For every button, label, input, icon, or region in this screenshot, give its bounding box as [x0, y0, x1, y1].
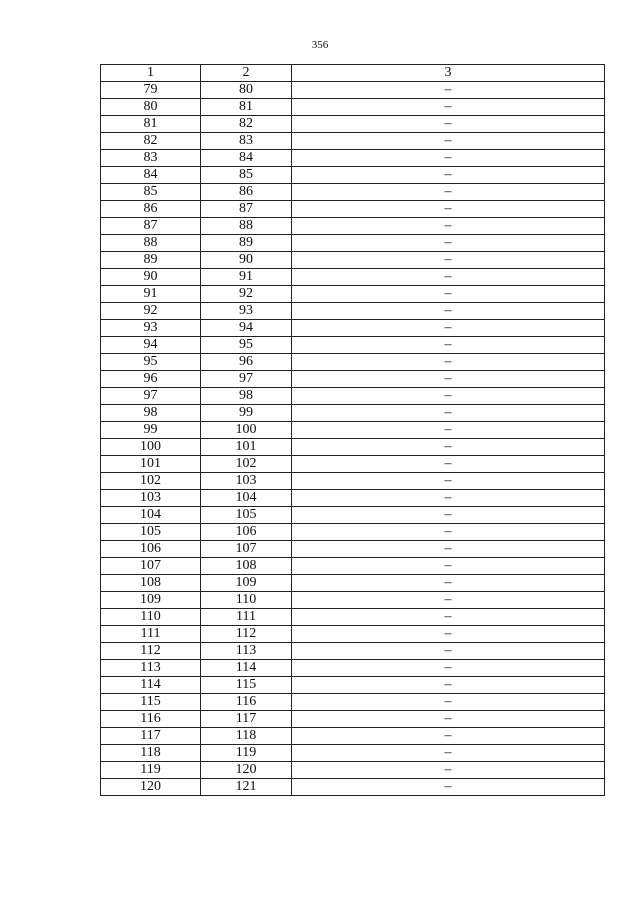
table-cell-col-2: 94 — [201, 320, 292, 337]
table-row — [101, 269, 605, 286]
table-row — [101, 167, 605, 184]
table-cell-col-1: 120 — [101, 779, 201, 796]
table-cell-col-3: – — [292, 728, 605, 745]
table-body — [101, 82, 605, 796]
table-cell-col-2: 108 — [201, 558, 292, 575]
table-cell-col-1: 109 — [101, 592, 201, 609]
table-cell-col-3: – — [292, 779, 605, 796]
table-cell-col-1: 80 — [101, 99, 201, 116]
table-cell-col-2: 104 — [201, 490, 292, 507]
table-row — [101, 201, 605, 218]
table-cell-col-2: 105 — [201, 507, 292, 524]
table-cell-col-3: – — [292, 82, 605, 99]
table-cell-col-1: 91 — [101, 286, 201, 303]
table-cell-col-2: 83 — [201, 133, 292, 150]
table-cell-col-3: – — [292, 558, 605, 575]
table-cell-col-1: 79 — [101, 82, 201, 99]
table-cell-col-1: 114 — [101, 677, 201, 694]
table-cell-col-3: – — [292, 388, 605, 405]
table-cell-col-1: 101 — [101, 456, 201, 473]
table-cell-col-2: 117 — [201, 711, 292, 728]
table-cell-col-2: 112 — [201, 626, 292, 643]
table-cell-col-2: 86 — [201, 184, 292, 201]
table-row — [101, 541, 605, 558]
table-cell-col-2: 95 — [201, 337, 292, 354]
table-cell-col-1: 100 — [101, 439, 201, 456]
table-cell-col-3: – — [292, 626, 605, 643]
column-header-2: 2 — [201, 65, 292, 82]
table-row — [101, 677, 605, 694]
table-cell-col-2: 93 — [201, 303, 292, 320]
data-table — [100, 64, 605, 796]
table-row — [101, 133, 605, 150]
table-cell-col-2: 115 — [201, 677, 292, 694]
table-cell-col-3: – — [292, 694, 605, 711]
table-cell-col-2: 85 — [201, 167, 292, 184]
table-row — [101, 371, 605, 388]
table-cell-col-2: 89 — [201, 235, 292, 252]
table-cell-col-3: – — [292, 184, 605, 201]
table-cell-col-3: – — [292, 235, 605, 252]
table-cell-col-3: – — [292, 490, 605, 507]
table-cell-col-1: 104 — [101, 507, 201, 524]
table-cell-col-1: 111 — [101, 626, 201, 643]
table-header-row — [101, 65, 605, 82]
table-cell-col-2: 102 — [201, 456, 292, 473]
table-row — [101, 456, 605, 473]
table-cell-col-2: 92 — [201, 286, 292, 303]
table-row — [101, 354, 605, 371]
table-cell-col-3: – — [292, 711, 605, 728]
table-cell-col-1: 81 — [101, 116, 201, 133]
table-cell-col-3: – — [292, 99, 605, 116]
table-cell-col-3: – — [292, 286, 605, 303]
table-row — [101, 405, 605, 422]
table-cell-col-1: 110 — [101, 609, 201, 626]
table-row — [101, 235, 605, 252]
table-cell-col-1: 94 — [101, 337, 201, 354]
table-cell-col-1: 112 — [101, 643, 201, 660]
table-cell-col-3: – — [292, 218, 605, 235]
table-cell-col-1: 99 — [101, 422, 201, 439]
table-row — [101, 99, 605, 116]
table-row — [101, 388, 605, 405]
table-cell-col-1: 98 — [101, 405, 201, 422]
table-cell-col-2: 111 — [201, 609, 292, 626]
table-cell-col-3: – — [292, 745, 605, 762]
table-cell-col-2: 82 — [201, 116, 292, 133]
table-cell-col-3: – — [292, 507, 605, 524]
table-cell-col-1: 93 — [101, 320, 201, 337]
table-row — [101, 762, 605, 779]
table-row — [101, 303, 605, 320]
table-cell-col-3: – — [292, 592, 605, 609]
table-row — [101, 490, 605, 507]
table-cell-col-1: 96 — [101, 371, 201, 388]
table-cell-col-2: 97 — [201, 371, 292, 388]
table-cell-col-1: 83 — [101, 150, 201, 167]
table-cell-col-3: – — [292, 660, 605, 677]
table-row — [101, 473, 605, 490]
table-cell-col-3: – — [292, 677, 605, 694]
table-cell-col-3: – — [292, 167, 605, 184]
table-row — [101, 252, 605, 269]
table-cell-col-1: 82 — [101, 133, 201, 150]
table-cell-col-2: 110 — [201, 592, 292, 609]
table-cell-col-3: – — [292, 201, 605, 218]
table-cell-col-3: – — [292, 303, 605, 320]
table-cell-col-3: – — [292, 473, 605, 490]
table-cell-col-2: 96 — [201, 354, 292, 371]
table-cell-col-1: 102 — [101, 473, 201, 490]
table-cell-col-1: 106 — [101, 541, 201, 558]
table-cell-col-3: – — [292, 643, 605, 660]
table-row — [101, 626, 605, 643]
table-cell-col-2: 84 — [201, 150, 292, 167]
table-row — [101, 711, 605, 728]
table-cell-col-3: – — [292, 609, 605, 626]
table-cell-col-3: – — [292, 422, 605, 439]
table-cell-col-1: 95 — [101, 354, 201, 371]
table-cell-col-1: 103 — [101, 490, 201, 507]
table-cell-col-1: 84 — [101, 167, 201, 184]
table-row — [101, 575, 605, 592]
table-cell-col-3: – — [292, 337, 605, 354]
table-row — [101, 82, 605, 99]
table-cell-col-3: – — [292, 371, 605, 388]
table-cell-col-2: 88 — [201, 218, 292, 235]
table-cell-col-1: 118 — [101, 745, 201, 762]
table-cell-col-3: – — [292, 269, 605, 286]
table-cell-col-2: 90 — [201, 252, 292, 269]
table-cell-col-2: 91 — [201, 269, 292, 286]
table-cell-col-1: 108 — [101, 575, 201, 592]
table-cell-col-2: 99 — [201, 405, 292, 422]
table-row — [101, 643, 605, 660]
table-cell-col-1: 86 — [101, 201, 201, 218]
table-cell-col-1: 113 — [101, 660, 201, 677]
table-row — [101, 779, 605, 796]
table-cell-col-3: – — [292, 116, 605, 133]
table-cell-col-1: 107 — [101, 558, 201, 575]
table-row — [101, 745, 605, 762]
table-row — [101, 116, 605, 133]
table-cell-col-3: – — [292, 405, 605, 422]
table-cell-col-2: 120 — [201, 762, 292, 779]
table-cell-col-2: 116 — [201, 694, 292, 711]
table-cell-col-2: 101 — [201, 439, 292, 456]
table-cell-col-3: – — [292, 541, 605, 558]
table-cell-col-2: 87 — [201, 201, 292, 218]
table-cell-col-2: 118 — [201, 728, 292, 745]
table-row — [101, 694, 605, 711]
table-cell-col-1: 90 — [101, 269, 201, 286]
page-number: 356 — [311, 39, 329, 51]
table-cell-col-3: – — [292, 456, 605, 473]
table-row — [101, 286, 605, 303]
table-row — [101, 507, 605, 524]
table-cell-col-1: 97 — [101, 388, 201, 405]
table-row — [101, 422, 605, 439]
table-row — [101, 592, 605, 609]
table-cell-col-2: 81 — [201, 99, 292, 116]
table-cell-col-3: – — [292, 762, 605, 779]
table-cell-col-1: 105 — [101, 524, 201, 541]
table-cell-col-2: 119 — [201, 745, 292, 762]
table-row — [101, 320, 605, 337]
table-cell-col-3: – — [292, 252, 605, 269]
table-row — [101, 184, 605, 201]
table-cell-col-3: – — [292, 524, 605, 541]
table-row — [101, 558, 605, 575]
table-row — [101, 660, 605, 677]
table-cell-col-3: – — [292, 575, 605, 592]
table-row — [101, 218, 605, 235]
column-header-1: 1 — [101, 65, 201, 82]
table-cell-col-3: – — [292, 150, 605, 167]
table-row — [101, 150, 605, 167]
table-cell-col-3: – — [292, 320, 605, 337]
table-cell-col-3: – — [292, 354, 605, 371]
table-cell-col-2: 100 — [201, 422, 292, 439]
table-cell-col-1: 119 — [101, 762, 201, 779]
table-row — [101, 524, 605, 541]
table-cell-col-2: 121 — [201, 779, 292, 796]
table-cell-col-2: 114 — [201, 660, 292, 677]
table-cell-col-1: 87 — [101, 218, 201, 235]
table-cell-col-1: 116 — [101, 711, 201, 728]
table-cell-col-2: 109 — [201, 575, 292, 592]
table-cell-col-2: 103 — [201, 473, 292, 490]
table-cell-col-2: 80 — [201, 82, 292, 99]
table-cell-col-3: – — [292, 439, 605, 456]
table-cell-col-2: 113 — [201, 643, 292, 660]
table-cell-col-2: 107 — [201, 541, 292, 558]
table-row — [101, 439, 605, 456]
table-cell-col-1: 117 — [101, 728, 201, 745]
table-cell-col-1: 92 — [101, 303, 201, 320]
table-cell-col-1: 115 — [101, 694, 201, 711]
table-row — [101, 337, 605, 354]
table-cell-col-1: 88 — [101, 235, 201, 252]
column-header-3: 3 — [292, 65, 605, 82]
table-cell-col-1: 89 — [101, 252, 201, 269]
table-row — [101, 609, 605, 626]
table-cell-col-2: 98 — [201, 388, 292, 405]
table-row — [101, 728, 605, 745]
table-cell-col-2: 106 — [201, 524, 292, 541]
table-cell-col-3: – — [292, 133, 605, 150]
table-cell-col-1: 85 — [101, 184, 201, 201]
